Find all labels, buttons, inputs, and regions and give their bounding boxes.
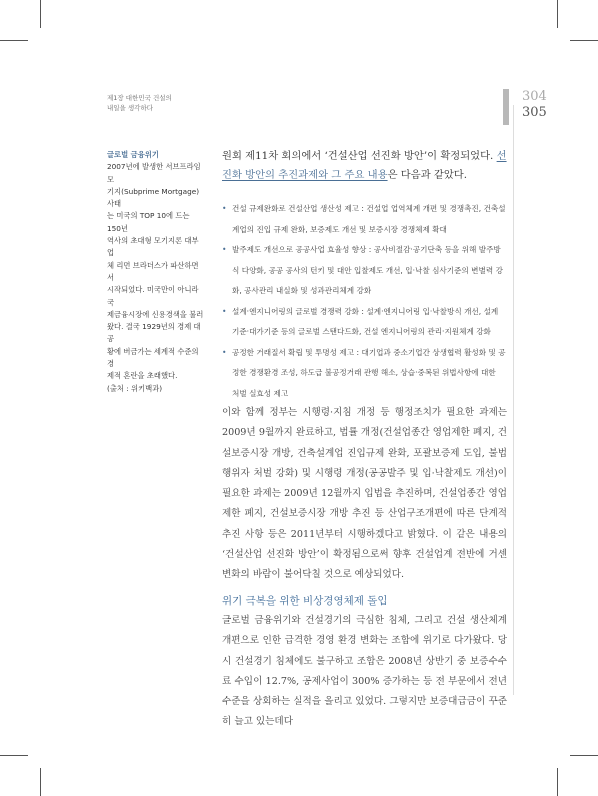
list-item-line: 식 다양화, 공공 공사의 턴키 및 대안 입찰제도 개선, 입·낙찰 심사기준의 변별력 강 bbox=[232, 265, 503, 275]
running-header-line2: 내일을 생각하다 bbox=[107, 104, 154, 112]
crop-mark bbox=[570, 40, 598, 41]
intro-text-end: 은 다음과 같았다. bbox=[387, 169, 468, 181]
list-item bbox=[222, 302, 512, 343]
page-number-right: 305 bbox=[522, 105, 547, 120]
body-paragraph-2: 글로벌 금융위기와 건설경기의 극심한 침체, 그리고 건설 생산체계 개편으로 인한 급격한 경영 환경 변화는 조합에 위기로 다가왔다. 당시 건설경기 침체에도 불구하고 조합은 2008년 상반기 중 보증수수료 수입이 12.7%, 공제사업이 300% 증가하는 등 전 부문에서 전년 수준을 상회하는 실적을 올리고 있었다. 그렇지만 보증대급금이 꾸준히 늘고 있는데다 bbox=[222, 615, 507, 728]
list-item-line: 건설 규제완화로 건설산업 생산성 제고 : 건설업 업역체계 개편 및 경쟁촉진, 건축설 bbox=[232, 204, 506, 213]
page-number-left: 304 bbox=[522, 89, 547, 104]
crop-mark bbox=[557, 0, 558, 28]
list-item bbox=[222, 199, 512, 240]
page-numbers bbox=[522, 89, 547, 121]
bullet-marker: • bbox=[222, 245, 227, 254]
section-heading: 위기 극복을 위한 비상경영체제 돌입 bbox=[222, 595, 388, 607]
intro-text: 원회 제11차 회의에서 ‘건설산업 선진화 방안’이 확정되었다. bbox=[222, 150, 497, 162]
list-item-line: 발주제도 개선으로 공공사업 효율성 향상 : 공사비절감·공기단축 등을 위해 발주방 bbox=[232, 245, 501, 254]
margin-rule bbox=[513, 105, 514, 695]
intro-underlined-text: 선진화 방안의 추진과제와 그 주요 내용 bbox=[222, 150, 507, 181]
sidebar-note-body: 2007년에 발생한 서브프라임 모 기지(Subprime Mortgage) 사태 는 미국의 TOP 10에 드는 150년 역사의 초대형 모기지론 대부업 체 리먼 브라더스가 파산하면서 시작되었다. 미국만이 아니라 국 제금융시장에 신용경색을 불러 왔다. 결국 1929년의 경제 대공 황에 버금가는 세계적 수준의 경 제적 혼란을 초래했다. (출처 : 위키백과) bbox=[107, 162, 204, 393]
running-header bbox=[107, 93, 187, 113]
crop-mark bbox=[40, 768, 41, 796]
running-header-line1: 제1장 대한민국 건설의 bbox=[107, 94, 172, 102]
list-item-line: 정한 경쟁환경 조성, 하도급 불공정거래 관행 해소, 상습·중복된 위법사항에 대한 bbox=[232, 368, 496, 377]
intro-paragraph bbox=[222, 147, 507, 185]
list-item-line: 처벌 실효성 제고 bbox=[232, 388, 289, 398]
list-item-line: 화, 공사관리 내실화 및 성과관리체계 강화 bbox=[232, 286, 372, 295]
list-item-line: 공정한 거래질서 확립 및 투명성 제고 : 대기업과 중소기업간 상생협력 활성화 및 공 bbox=[232, 347, 506, 357]
crop-mark bbox=[570, 755, 598, 756]
list-item-line: 설계·엔지니어링의 글로벌 경쟁력 강화 : 설계·엔지니어링 입·낙찰방식 개선, 설계 bbox=[232, 306, 499, 316]
crop-mark bbox=[0, 40, 28, 41]
sidebar-note-title: 글로벌 금융위기 bbox=[107, 150, 159, 159]
bullet-marker: • bbox=[222, 347, 227, 357]
crop-mark bbox=[40, 0, 41, 28]
body-paragraph-1: 이와 함께 정부는 시행령·지침 개정 등 행정조치가 필요한 과제는 2009년 9월까지 완료하고, 법률 개정(건설업종간 영업제한 폐지, 건설보증시장 개방, 건축설계업 진입규제 완화, 포괄보증제 도입, 불법행위자 처벌 강화) 및 시행령 개정(공공발주 및 입·낙찰제도 개선)이 필요한 과제는 2009년 12월까지 입법을 추진하며, 건설업종간 영업제한 폐지, 건설보증시장 개방 추진 등 산업구조개편에 따른 단계적 추진 사항 등은 2011년부터 시행하겠다고 밝혔다. 이 같은 내용의 ‘건설산업 선진화 방안’이 확정됨으로써 향후 건설업계 전반에 거센 변화의 바람이 불어닥칠 것으로 예상되었다. bbox=[222, 407, 507, 581]
crop-mark bbox=[557, 768, 558, 796]
sidebar-note bbox=[107, 149, 205, 395]
list-item-line: 계업의 진입 규제 완화, 보증제도 개선 및 보증시장 경쟁체제 확대 bbox=[232, 224, 447, 234]
list-item bbox=[222, 343, 512, 405]
page-tab-bar bbox=[503, 89, 509, 125]
bullet-marker: • bbox=[222, 306, 227, 316]
crop-mark bbox=[0, 755, 28, 756]
bullet-list bbox=[222, 199, 512, 404]
list-item bbox=[222, 240, 512, 302]
bullet-marker: • bbox=[222, 204, 227, 213]
list-item-line: 기준·대가기준 등의 글로벌 스탠다드화, 건설 엔지니어링의 관리·지원체계 강화 bbox=[232, 327, 491, 336]
